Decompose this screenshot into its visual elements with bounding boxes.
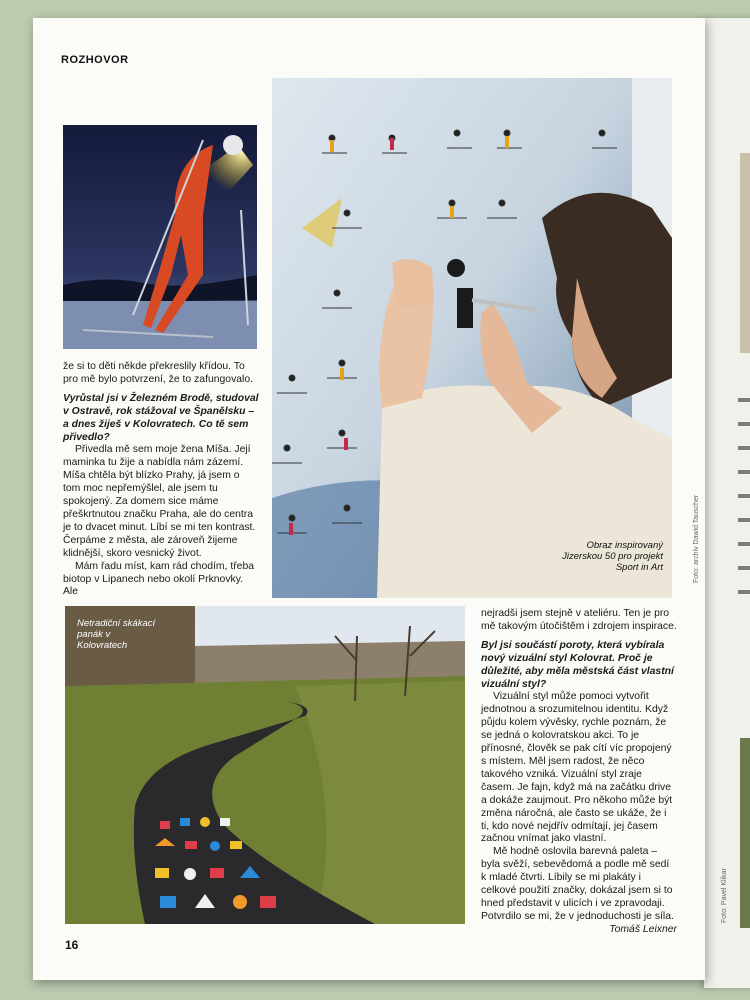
interview-question: Vyrůstal jsi v Železném Brodě, studoval v Ostravě, rok stážoval ve Španělsku – a dnes žiješ v Kolovratech. Co tě sem přivedlo? xyxy=(63,392,259,443)
paragraph: Mám řadu míst, kam rád chodím, třeba biotop v Lipanech nebo okolí Prknovky. Ale xyxy=(63,560,255,598)
interview-question: Byl jsi součástí poroty, která vybírala nový vizuální styl Kolovrat. Proč je důležité, aby měla městská část vlastní vizuální styl? xyxy=(481,639,674,690)
adjacent-page-image xyxy=(740,153,750,353)
adjacent-page-edge xyxy=(704,18,750,988)
painting-photo xyxy=(272,78,672,598)
paragraph-text: Mě hodně oslovila barevná paleta – byla svěží, sebevědomá a podle mě sedí k mladé čtvrti. Líbily se mi plakáty i celkové použití značky, dokázal jsem si to hned představit v ulicích i ve zpravodaji. Potvrdilo se mi, že v jednoduchosti je síla. xyxy=(481,846,674,922)
park-photo xyxy=(65,606,465,924)
right-text-column xyxy=(481,608,677,937)
page-number: 16 xyxy=(65,938,79,952)
adjacent-page-image xyxy=(740,738,750,928)
paragraph xyxy=(481,846,677,935)
park-caption: Netradiční skákací panák v Kolovratech xyxy=(77,618,156,651)
left-text-column xyxy=(63,361,259,599)
paragraph: Vizuální styl může pomoci vytvořit jednotnou a srozumitelnou identitu. Když půjdu kolem vývěsky, rychle poznám, že se jedná o kolovratskou akci. To je přínosné, člověk se pak cítí víc propojený s místem. Měl jsem radost, že něco takového vzniká. Vizuální styl zraje časem. Je fajn, když má na začátku drive a dokáže zaujmout. Pro někoho může být změna náročná, ale často se ukáže, že i ti, kdo nové nejdřív odmítají, jej časem začnou vnímat jako vlastní. xyxy=(481,691,673,845)
author-signature: Tomáš Leixner xyxy=(609,923,677,935)
skier-photo xyxy=(63,125,257,349)
paragraph: Přivedla mě sem moje žena Míša. Její maminka tu žije a nabídla nám zázemí. Míša chtěla být blízko Prahy, já jsem o tom moc nepřemýšlel, ale jsem tu spokojený. Za domem sice máme přeškrtnutou značku Praha, ale do centra je to dvacet minut. Líbí se mi ten kontrast. Čerpáme z města, ale zároveň žijeme klidnější, skoro vesnický život. xyxy=(63,444,256,559)
paragraph: nejradši jsem stejně v ateliéru. Ten je pro mě takovým útočištěm i zdrojem inspirace. xyxy=(481,608,677,632)
adjacent-page-text xyxy=(738,398,750,614)
painting-caption: Obraz inspirovaný Jizerskou 50 pro projekt Sport in Art xyxy=(562,540,663,573)
magazine-page xyxy=(33,18,728,980)
photo-credit-park: Foto: Pavel Klikar xyxy=(721,868,728,923)
paragraph: že si to děti někde překreslily křídou. To pro mě bylo potvrzení, že to zafungovalo. xyxy=(63,361,254,385)
photo-credit-painting: Foto: archiv Dawid Tauscher xyxy=(693,494,700,583)
section-label: ROZHOVOR xyxy=(61,54,129,66)
